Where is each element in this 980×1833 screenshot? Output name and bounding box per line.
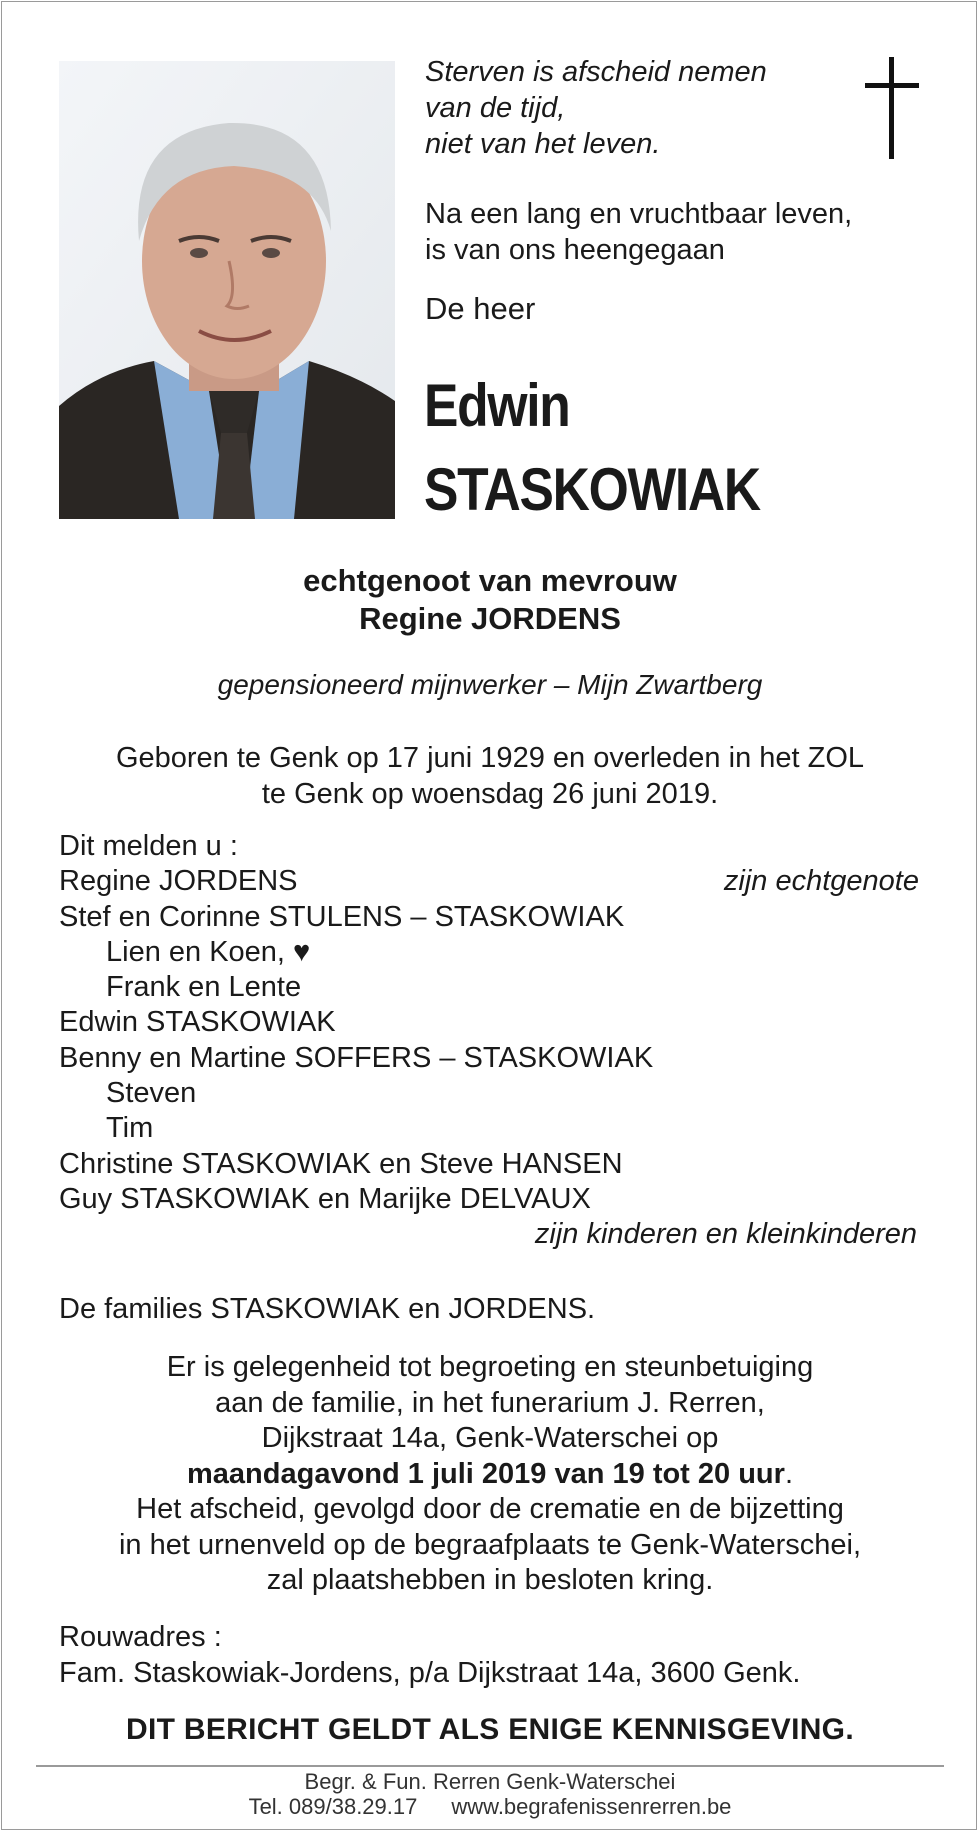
footer (0, 1769, 980, 1819)
birth-death-info (0, 740, 980, 812)
footer-divider (36, 1765, 944, 1767)
relative-row: Benny en Martine SOFFERS – STASKOWIAK (59, 1041, 654, 1074)
visitation-datetime: maandagavond 1 juli 2019 van 19 tot 20 uur (187, 1457, 785, 1490)
occupation: gepensioneerd mijnwerker – Mijn Zwartberg (217, 669, 763, 700)
visitation-line: zal plaatshebben in besloten kring. (266, 1564, 714, 1596)
portrait-photo (59, 61, 395, 519)
relative-row: Guy STASKOWIAK en Marijke DELVAUX (59, 1182, 591, 1215)
poem-line: niet van het leven. (425, 128, 661, 160)
relatives-list (59, 829, 919, 1253)
children-label: zijn kinderen en kleinkinderen (534, 1218, 917, 1251)
deceased-name (424, 364, 760, 532)
poem-line: van de tijd, (425, 92, 566, 124)
intro-line: Na een lang en vruchtbaar leven, (425, 198, 853, 230)
relation-label: zijn echtgenote (723, 865, 919, 898)
relative-name: Regine JORDENS (59, 865, 298, 898)
phone-number: Tel. 089/38.29.17 (248, 1794, 418, 1819)
funeral-home-name: Begr. & Fun. Rerren Genk-Waterschei (304, 1769, 676, 1794)
relative-row: Edwin STASKOWIAK (59, 1006, 336, 1039)
grandchild-row: Lien en Koen, ♥ (106, 935, 311, 968)
visitation-line: in het urnenveld op de begraafplaats te Genk-Waterschei, (118, 1528, 862, 1561)
poem (425, 54, 767, 162)
first-name: Edwin (424, 372, 570, 439)
visitation-info (0, 1350, 980, 1599)
relative-row: Stef en Corinne STULENS – STASKOWIAK (59, 900, 625, 933)
grandchild-row: Steven (106, 1077, 197, 1110)
last-name: STASKOWIAK (424, 456, 760, 523)
announce-intro: Dit melden u : (59, 830, 238, 862)
visitation-line: Dijkstraat 14a, Genk-Waterschei op (261, 1422, 719, 1454)
grandchild-row: Tim (106, 1112, 154, 1145)
cross-icon (862, 57, 922, 159)
birth-death-line: Geboren te Genk op 17 juni 1929 en overleden in het ZOL (115, 742, 865, 774)
footer-contact (0, 1794, 980, 1819)
address-label: Rouwadres : (59, 1621, 222, 1653)
families-line: De families STASKOWIAK en JORDENS. (59, 1293, 596, 1325)
intro-line: is van ons heengegaan (425, 234, 725, 266)
address-text: Fam. Staskowiak-Jordens, p/a Dijkstraat 14a, 3600 Genk. (59, 1657, 801, 1689)
website-link[interactable]: www.begrafenissenrerren.be (451, 1794, 732, 1819)
spouse-block (0, 562, 980, 638)
visitation-line: aan de familie, in het funerarium J. Rerren, (215, 1386, 765, 1419)
spouse-intro: echtgenoot van mevrouw (303, 563, 677, 598)
visitation-period: . (784, 1457, 793, 1490)
visitation-line: Er is gelegenheid tot begroeting en steunbetuiging (166, 1351, 814, 1383)
poem-line: Sterven is afscheid nemen (425, 56, 767, 88)
mourning-address (59, 1619, 800, 1691)
relative-row: Christine STASKOWIAK en Steve HANSEN (59, 1147, 623, 1180)
visitation-datetime-line (0, 1457, 980, 1493)
intro-text (425, 196, 852, 268)
spouse-name: Regine JORDENS (359, 601, 621, 636)
grandchild-row: Frank en Lente (106, 971, 302, 1004)
visitation-line: Het afscheid, gevolgd door de crematie en de bijzetting (136, 1493, 844, 1525)
relative-row (59, 864, 919, 899)
title-prefix: De heer (425, 291, 536, 326)
birth-death-line: te Genk op woensdag 26 juni 2019. (261, 778, 719, 810)
notice-statement: DIT BERICHT GELDT ALS ENIGE KENNISGEVING. (126, 1713, 854, 1746)
